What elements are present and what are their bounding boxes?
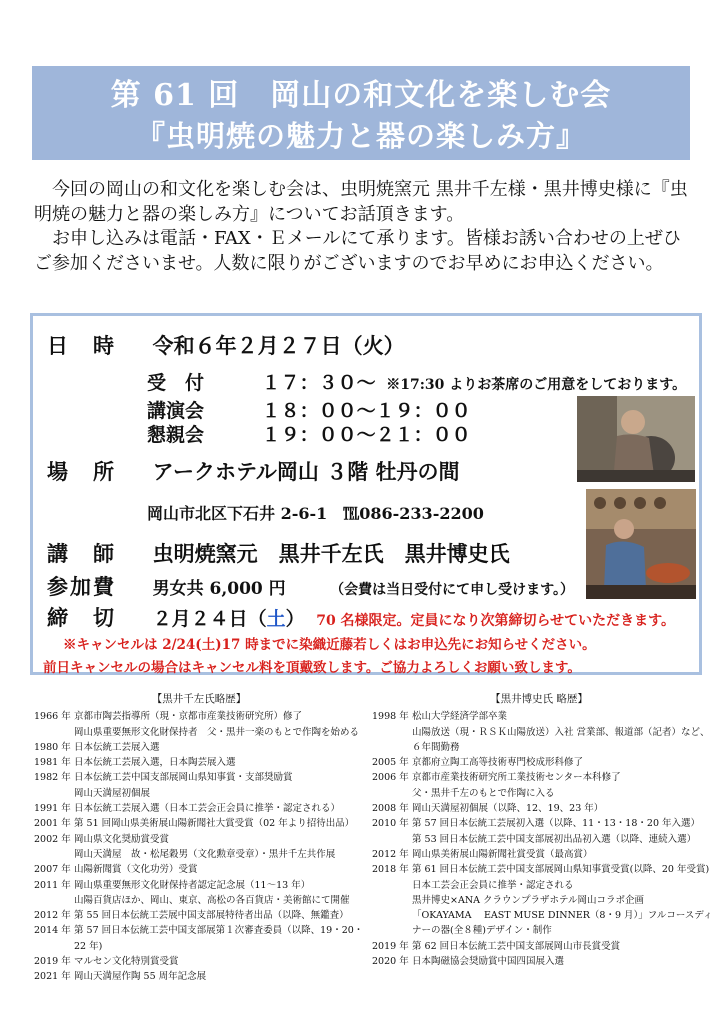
bio-year: 2012 年 <box>34 910 71 922</box>
lecturer-value: 虫明焼窯元 黒井千左氏 黒井博史氏 <box>152 541 510 566</box>
bio-text: 日本伝統工芸中国支部展岡山県知事賞・支部奨励賞 <box>74 772 293 784</box>
lecture-row <box>147 396 471 423</box>
reception-label: 受 付 <box>147 372 205 394</box>
bio-entry <box>34 801 364 816</box>
bio-entry <box>372 770 706 785</box>
venue-row <box>47 456 460 486</box>
deadline-row <box>47 602 675 632</box>
bio-entry <box>372 847 706 862</box>
bio-text: 第 61 回日本伝統工芸中国支部展岡山県知事賞受賞(以降、20 年受賞) <box>412 864 710 876</box>
bio-text: 日本伝統工芸展入選，日本陶芸展入選 <box>74 757 236 769</box>
bio-year: 2018 年 <box>372 864 409 876</box>
party-label: 懇親会 <box>147 424 205 446</box>
right-bio-heading: 【黒井博史氏 略歴】 <box>490 693 588 705</box>
bio-year: 1991 年 <box>34 803 71 815</box>
reception-row <box>147 368 686 395</box>
bio-text: 日本陶磁協会奨励賞中国四国展入選 <box>412 956 565 968</box>
bio-text: 岡山天満屋初個展（以降、12、19、23 年） <box>412 803 604 815</box>
date-value: 令和６年２月２７日（火） <box>152 333 405 358</box>
bio-entry <box>34 770 364 785</box>
bio-entry <box>34 755 364 770</box>
deadline-note: 70 名様限定。定員になり次第締切らせていただきます。 <box>316 613 676 629</box>
bio-year: 1998 年 <box>372 711 409 723</box>
lecture-label: 講演会 <box>147 400 205 422</box>
bio-year: 2010 年 <box>372 818 409 830</box>
deadline-value: ２月２４日（ <box>152 608 267 630</box>
bio-text: 松山大学経済学部卒業 <box>412 711 508 723</box>
bio-entry <box>372 954 706 969</box>
bio-year: 2021 年 <box>34 971 71 983</box>
bio-text: 岡山県文化奨励賞受賞 <box>74 833 170 845</box>
deadline-close: ） <box>285 608 305 630</box>
cancel-fee-notice: 前日キャンセルの場合はキャンセル料を頂戴致します。ご協力よろしくお願い致します。 <box>43 660 581 676</box>
bio-entry <box>34 954 364 969</box>
bio-year: 1981 年 <box>34 757 71 769</box>
bio-year: 2008 年 <box>372 803 409 815</box>
bio-entry <box>34 786 364 801</box>
lecturer-row <box>47 538 510 568</box>
details-box <box>30 313 702 675</box>
bio-year: 2020 年 <box>372 956 409 968</box>
bio-year: 2001 年 <box>34 818 71 830</box>
bio-year: 2019 年 <box>372 940 409 952</box>
bio-text: 父・黒井千左のもとで作陶に入る <box>412 787 555 799</box>
bio-text: 日本工芸会正会員に推挙・認定される <box>412 879 574 891</box>
fee-row <box>47 571 574 601</box>
bio-text: 京都市産業技術研究所工業技術センター本科修了 <box>412 772 621 784</box>
bio-entry <box>372 939 706 954</box>
bio-entry <box>34 709 364 724</box>
bio-text: 第 53 回日本伝統工芸中国支部展初出品初入選（以降、連続入選） <box>412 833 697 845</box>
bio-text: 岡山天満屋作陶 55 周年記念展 <box>74 971 207 983</box>
bio-entry <box>34 969 364 984</box>
bio-text: マルセン文化特別賞受賞 <box>74 956 179 968</box>
party-time: １９：００～２１：００ <box>261 424 471 446</box>
bio-text: 京都府立陶工高等技術専門校成形科修了 <box>412 757 584 769</box>
bio-year: 2005 年 <box>372 757 409 769</box>
title-banner <box>32 66 690 160</box>
bio-text: 日本伝統工芸展入選 <box>74 741 160 753</box>
bio-text: ナーの器(全８種)デザイン・制作 <box>412 925 552 937</box>
bio-text: 山陽百貨店ほか、岡山、東京、高松の各百貨店・美術館にて開催 <box>74 894 350 906</box>
bio-year: 2007 年 <box>34 864 71 876</box>
bio-text: 第 51 回岡山県美術展山陽新聞社大賞受賞（02 年より招待出品） <box>74 818 355 830</box>
bio-year: 2011 年 <box>34 879 71 891</box>
venue-label: 場 所 <box>47 459 116 484</box>
bio-entry <box>372 801 706 816</box>
right-biography <box>372 692 713 969</box>
bio-entry <box>34 847 364 862</box>
bio-text: 第 57 回日本伝統工芸展初入選（以降、11・13・18・20 年入選） <box>412 818 701 830</box>
bio-entry <box>372 908 713 923</box>
potter-photo-2 <box>586 489 696 599</box>
bio-entry <box>372 862 710 877</box>
bio-entry <box>34 893 364 908</box>
left-biography <box>34 692 364 985</box>
event-title: 第 61 回 岡山の和文化を楽しむ会 <box>110 78 612 113</box>
bio-entry <box>372 786 706 801</box>
bio-entry <box>34 816 364 831</box>
bio-entry <box>34 725 364 740</box>
bio-text: 黒井博史×ANA クラウンプラザホテル岡山コラボ企画 <box>412 894 645 906</box>
bio-text: 岡山天満屋 故・松尾穀男（文化勲章受章）・黒井千左共作展 <box>74 848 336 860</box>
venue-value: アークホテル岡山 ３階 牡丹の間 <box>152 459 460 484</box>
bio-text: 山陽新聞賞（文化功労）受賞 <box>74 864 198 876</box>
bio-year: 2012 年 <box>372 848 409 860</box>
bio-text: 岡山天満屋初個展 <box>74 787 151 799</box>
reception-time: １７：３０～ <box>261 372 376 394</box>
bio-entry <box>34 862 364 877</box>
bio-text: 第 57 回日本伝統工芸中国支部展第１次審査委員（以降、19・20・ <box>74 925 364 937</box>
bio-text: 第 62 回日本伝統工芸中国支部展岡山市長賞受賞 <box>412 940 621 952</box>
bio-year: 1980 年 <box>34 741 71 753</box>
intro-paragraph: お申し込みは電話・FAX・Ｅメールにて承ります。皆様お誘い合わせの上ぜひご参加くださいませ。人数に限りがございますのでお早めにお申込ください。 <box>34 228 681 274</box>
bio-year: 2019 年 <box>34 956 71 968</box>
date-label: 日 時 <box>47 333 116 358</box>
bio-entry <box>372 740 706 755</box>
bio-text: 岡山県重要無形文化財保持者 父・黒井一楽のもとで作陶を始める <box>74 726 360 738</box>
bio-year: 2006 年 <box>372 772 409 784</box>
bio-year: 1966 年 <box>34 711 71 723</box>
fee-label: 参加費 <box>47 574 116 599</box>
cancel-notice: ※キャンセルは 2/24(土)17 時までに染織近藤若しくはお申込先にお知らせください。 <box>63 637 596 653</box>
fee-note: （会費は当日受付にて申し受けます。） <box>330 582 575 598</box>
intro-paragraph: 今回の岡山の和文化を楽しむ会は、虫明焼窯元 黒井千左様・黒井博史様に『虫明焼の魅力と器の楽しみ方』についてお話頂きます。 <box>34 179 688 225</box>
bio-text: 山陽放送（現・ＲＳＫ山陽放送）入社 営業部、報道部（記者）など、 <box>412 726 710 738</box>
address: 岡山市北区下石井 2-6-1 ℡086-233-2200 <box>147 504 484 523</box>
intro-text <box>34 178 694 276</box>
bio-entry <box>34 923 364 938</box>
bio-entry <box>372 725 710 740</box>
bio-text: 京都市陶芸指導所（現・京都市産業技術研究所）修了 <box>74 711 303 723</box>
event-subtitle: 『虫明焼の魅力と器の楽しみ方』 <box>135 119 586 153</box>
reception-note: ※17:30 よりお茶席のご用意をしております。 <box>386 377 687 393</box>
bio-text: 22 年) <box>74 940 103 952</box>
lecture-time: １８：００～１９：００ <box>261 400 471 422</box>
bio-entry <box>34 832 364 847</box>
left-bio-heading: 【黒井千左氏略歴】 <box>151 693 247 705</box>
bio-text: 日本伝統工芸展入選（日本工芸会正会員に推挙・認定される） <box>74 803 341 815</box>
bio-entry <box>34 908 364 923</box>
bio-year: 2014 年 <box>34 925 71 937</box>
deadline-label: 締 切 <box>47 605 116 630</box>
bio-text: 岡山県重要無形文化財保持者認定記念展（11～13 年） <box>74 879 311 891</box>
deadline-weekday: 土 <box>266 608 286 630</box>
lecturer-label: 講 師 <box>47 541 116 566</box>
bio-entry <box>372 755 706 770</box>
bio-entry <box>372 878 706 893</box>
bio-entry <box>372 832 706 847</box>
date-row <box>47 330 405 360</box>
bio-text: 第 55 回日本伝統工芸展中国支部展特待者出品（以降、無鑑査） <box>74 910 349 922</box>
bio-entry <box>372 923 706 938</box>
bio-year: 2002 年 <box>34 833 71 845</box>
bio-text: 「OKAYAMA EAST MUSE DINNER（8・9 月）」フルコースディ <box>412 910 713 922</box>
bio-text: ６年間勤務 <box>412 741 460 753</box>
bio-entry <box>372 893 706 908</box>
fee-value: 男女共 6,000 円 <box>152 579 286 599</box>
bio-entry <box>372 816 706 831</box>
bio-text: 岡山県美術展山陽新聞社賞受賞（最高賞） <box>412 848 593 860</box>
bio-year: 1982 年 <box>34 772 71 784</box>
party-row <box>147 420 471 447</box>
bio-entry <box>34 939 364 954</box>
bio-entry <box>372 709 706 724</box>
potter-photo-1 <box>577 396 695 482</box>
bio-entry <box>34 878 364 893</box>
bio-entry <box>34 740 364 755</box>
